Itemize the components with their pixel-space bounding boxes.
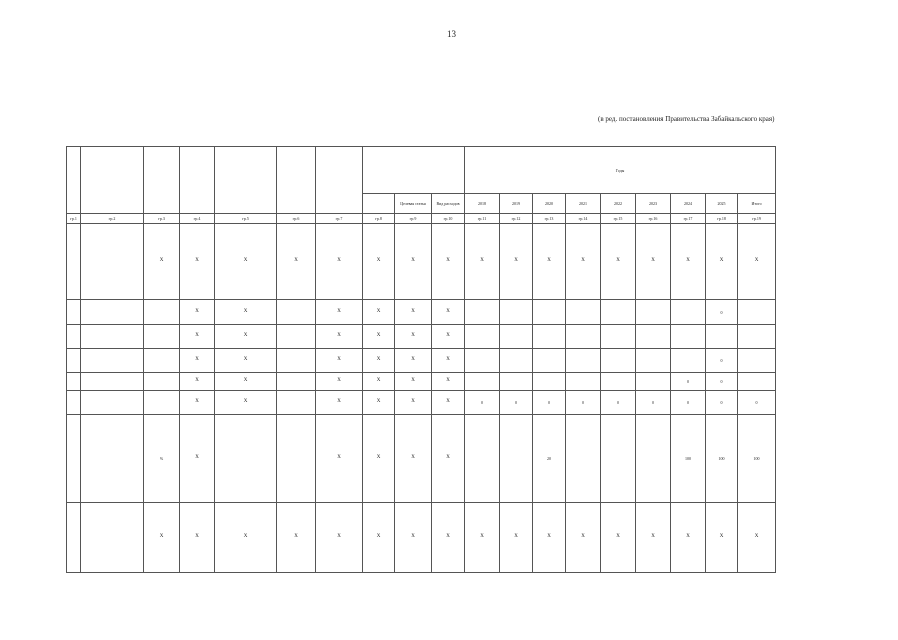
value-cell <box>533 325 566 349</box>
placeholder-x-cell: Х <box>277 503 316 573</box>
placeholder-x-cell: Х <box>316 415 363 503</box>
placeholder-x-cell: Х <box>180 300 215 325</box>
value-cell <box>277 391 316 415</box>
value-cell <box>601 415 636 503</box>
value-cell <box>67 224 81 300</box>
placeholder-x-cell: Х <box>277 224 316 300</box>
placeholder-x-cell: Х <box>395 300 432 325</box>
value-cell <box>144 373 180 391</box>
value-cell <box>500 415 533 503</box>
value-cell <box>738 325 776 349</box>
placeholder-x-cell: Х <box>363 325 395 349</box>
header-num <box>67 147 81 214</box>
placeholder-x-cell: Х <box>363 349 395 373</box>
header-method <box>215 147 277 214</box>
placeholder-x-cell: Х <box>533 224 566 300</box>
value-cell <box>601 373 636 391</box>
placeholder-x-cell: Х <box>566 503 601 573</box>
placeholder-x-cell: Х <box>738 224 776 300</box>
header-code-expense: Вид расходов <box>432 194 465 214</box>
value-cell <box>277 325 316 349</box>
table-row <box>67 373 776 391</box>
value-cell <box>566 349 601 373</box>
column-number-cell: гр.7 <box>316 214 363 224</box>
value-cell <box>67 373 81 391</box>
placeholder-x-cell: Х <box>363 415 395 503</box>
placeholder-x-cell: Х <box>215 349 277 373</box>
placeholder-x-cell: Х <box>316 300 363 325</box>
placeholder-x-cell: Х <box>671 503 706 573</box>
placeholder-x-cell: Х <box>432 373 465 391</box>
placeholder-x-cell: Х <box>636 503 671 573</box>
value-cell: 0 <box>566 391 601 415</box>
column-number-cell: гр.8 <box>363 214 395 224</box>
column-number-cell: гр.4 <box>180 214 215 224</box>
value-cell <box>671 300 706 325</box>
placeholder-x-cell: Х <box>215 325 277 349</box>
value-cell <box>465 300 500 325</box>
column-number-cell: гр.14 <box>566 214 601 224</box>
value-cell <box>566 415 601 503</box>
placeholder-x-cell: Х <box>180 415 215 503</box>
value-cell <box>215 415 277 503</box>
column-number-cell: гр.13 <box>533 214 566 224</box>
row-label-cell <box>81 503 144 573</box>
value-cell <box>67 391 81 415</box>
table-row <box>67 224 776 300</box>
value-cell <box>738 373 776 391</box>
header-year: 2023 <box>636 194 671 214</box>
placeholder-x-cell: Х <box>144 224 180 300</box>
value-cell <box>67 503 81 573</box>
value-cell: 0 <box>465 391 500 415</box>
edition-note: (в ред. постановления Правительства Забайкальского края) <box>598 115 775 123</box>
placeholder-x-cell: Х <box>395 391 432 415</box>
value-cell: % <box>144 415 180 503</box>
placeholder-x-cell: Х <box>180 224 215 300</box>
row-label-cell <box>81 325 144 349</box>
header-year: 2021 <box>566 194 601 214</box>
placeholder-x-cell: Х <box>363 391 395 415</box>
column-number-row <box>67 214 776 224</box>
header-unit <box>144 147 180 214</box>
value-cell: 100 <box>671 415 706 503</box>
placeholder-x-cell: Х <box>215 503 277 573</box>
value-cell: 100 <box>706 415 738 503</box>
value-cell <box>566 325 601 349</box>
value-cell <box>277 373 316 391</box>
value-cell <box>671 325 706 349</box>
placeholder-x-cell: Х <box>533 503 566 573</box>
value-cell <box>533 373 566 391</box>
placeholder-x-cell: Х <box>738 503 776 573</box>
placeholder-x-cell: Х <box>671 224 706 300</box>
placeholder-x-cell: Х <box>432 503 465 573</box>
placeholder-x-cell: Х <box>432 349 465 373</box>
table-row <box>67 325 776 349</box>
placeholder-x-cell: Х <box>363 373 395 391</box>
value-cell: 20 <box>533 415 566 503</box>
placeholder-x-cell: Х <box>706 224 738 300</box>
column-number-cell: гр.5 <box>215 214 277 224</box>
header-period <box>277 147 316 214</box>
row-label-cell <box>81 224 144 300</box>
value-cell <box>144 325 180 349</box>
placeholder-x-cell: Х <box>432 300 465 325</box>
placeholder-x-cell: Х <box>395 503 432 573</box>
value-cell <box>738 349 776 373</box>
value-cell <box>465 415 500 503</box>
placeholder-x-cell: Х <box>395 325 432 349</box>
placeholder-x-cell: Х <box>316 391 363 415</box>
placeholder-x-cell: Х <box>395 224 432 300</box>
placeholder-x-cell: Х <box>432 224 465 300</box>
value-cell: 0 <box>671 391 706 415</box>
header-year: 2020 <box>533 194 566 214</box>
column-number-cell: гр.16 <box>636 214 671 224</box>
column-number-cell: гр.2 <box>81 214 144 224</box>
header-total: Итого <box>738 194 776 214</box>
value-cell <box>636 349 671 373</box>
column-number-cell: гр.1 <box>67 214 81 224</box>
value-cell <box>533 349 566 373</box>
placeholder-x-cell: Х <box>636 224 671 300</box>
column-number-cell: гр.12 <box>500 214 533 224</box>
table-row <box>67 391 776 415</box>
placeholder-x-cell: Х <box>316 373 363 391</box>
value-cell <box>144 300 180 325</box>
header-name <box>81 147 144 214</box>
value-cell: 0 <box>636 391 671 415</box>
header-years-title: Годы <box>465 147 776 194</box>
placeholder-x-cell: Х <box>180 349 215 373</box>
value-cell <box>636 415 671 503</box>
column-number-cell: гр.3 <box>144 214 180 224</box>
placeholder-x-cell: Х <box>363 503 395 573</box>
value-cell <box>277 415 316 503</box>
value-cell: 0 <box>500 391 533 415</box>
value-cell <box>533 300 566 325</box>
value-cell <box>500 373 533 391</box>
value-cell <box>465 325 500 349</box>
value-cell <box>601 325 636 349</box>
placeholder-x-cell: Х <box>465 503 500 573</box>
placeholder-x-cell: Х <box>316 325 363 349</box>
value-cell: 0 <box>706 391 738 415</box>
financing-table <box>66 146 776 573</box>
header-year: 2024 <box>671 194 706 214</box>
row-label-cell <box>81 415 144 503</box>
placeholder-x-cell: Х <box>395 373 432 391</box>
value-cell <box>144 391 180 415</box>
value-cell <box>671 349 706 373</box>
header-budget-codes <box>363 147 465 194</box>
value-cell: 0 <box>706 349 738 373</box>
value-cell <box>67 415 81 503</box>
value-cell <box>67 349 81 373</box>
header-year: 2018 <box>465 194 500 214</box>
value-cell <box>500 300 533 325</box>
placeholder-x-cell: Х <box>180 325 215 349</box>
placeholder-x-cell: Х <box>500 224 533 300</box>
table-row <box>67 300 776 325</box>
placeholder-x-cell: Х <box>601 224 636 300</box>
placeholder-x-cell: Х <box>316 349 363 373</box>
value-cell <box>500 349 533 373</box>
placeholder-x-cell: Х <box>566 224 601 300</box>
value-cell: 0 <box>706 300 738 325</box>
value-cell <box>566 300 601 325</box>
header-coefficient <box>180 147 215 214</box>
column-number-cell: гр.15 <box>601 214 636 224</box>
column-number-cell: гр.6 <box>277 214 316 224</box>
placeholder-x-cell: Х <box>316 224 363 300</box>
value-cell <box>277 349 316 373</box>
row-label-cell <box>81 300 144 325</box>
header-year: 2022 <box>601 194 636 214</box>
placeholder-x-cell: Х <box>215 300 277 325</box>
table-row <box>67 349 776 373</box>
row-label-cell <box>81 373 144 391</box>
header-code-target: Целевая статья <box>395 194 432 214</box>
value-cell <box>566 373 601 391</box>
value-cell <box>601 300 636 325</box>
value-cell <box>636 325 671 349</box>
page-number: 13 <box>447 29 456 39</box>
value-cell <box>465 349 500 373</box>
row-label-cell <box>81 349 144 373</box>
value-cell <box>636 373 671 391</box>
placeholder-x-cell: Х <box>500 503 533 573</box>
value-cell: 0 <box>706 373 738 391</box>
header-code-main <box>363 194 395 214</box>
header-responsible <box>316 147 363 214</box>
header-year: 2025 <box>706 194 738 214</box>
value-cell: 0 <box>671 373 706 391</box>
placeholder-x-cell: Х <box>432 415 465 503</box>
placeholder-x-cell: Х <box>601 503 636 573</box>
placeholder-x-cell: Х <box>180 373 215 391</box>
column-number-cell: гр.17 <box>671 214 706 224</box>
placeholder-x-cell: Х <box>432 391 465 415</box>
placeholder-x-cell: Х <box>465 224 500 300</box>
value-cell <box>636 300 671 325</box>
placeholder-x-cell: Х <box>432 325 465 349</box>
table-row <box>67 503 776 573</box>
placeholder-x-cell: Х <box>395 415 432 503</box>
value-cell <box>738 300 776 325</box>
placeholder-x-cell: Х <box>180 503 215 573</box>
placeholder-x-cell: Х <box>706 503 738 573</box>
value-cell <box>67 300 81 325</box>
value-cell: 0 <box>533 391 566 415</box>
header-row-top <box>67 147 776 194</box>
placeholder-x-cell: Х <box>316 503 363 573</box>
placeholder-x-cell: Х <box>215 224 277 300</box>
value-cell <box>706 325 738 349</box>
column-number-cell: гр.19 <box>738 214 776 224</box>
value-cell: 0 <box>738 391 776 415</box>
value-cell <box>601 349 636 373</box>
value-cell: 100 <box>738 415 776 503</box>
value-cell <box>500 325 533 349</box>
placeholder-x-cell: Х <box>215 391 277 415</box>
placeholder-x-cell: Х <box>144 503 180 573</box>
column-number-cell: гр.9 <box>395 214 432 224</box>
header-year: 2019 <box>500 194 533 214</box>
value-cell <box>144 349 180 373</box>
placeholder-x-cell: Х <box>363 224 395 300</box>
placeholder-x-cell: Х <box>215 373 277 391</box>
table-row <box>67 415 776 503</box>
value-cell <box>465 373 500 391</box>
column-number-cell: гр.11 <box>465 214 500 224</box>
column-number-cell: гр.10 <box>432 214 465 224</box>
value-cell <box>67 325 81 349</box>
placeholder-x-cell: Х <box>395 349 432 373</box>
value-cell <box>277 300 316 325</box>
column-number-cell: гр.18 <box>706 214 738 224</box>
placeholder-x-cell: Х <box>180 391 215 415</box>
row-label-cell <box>81 391 144 415</box>
value-cell: 0 <box>601 391 636 415</box>
placeholder-x-cell: Х <box>363 300 395 325</box>
